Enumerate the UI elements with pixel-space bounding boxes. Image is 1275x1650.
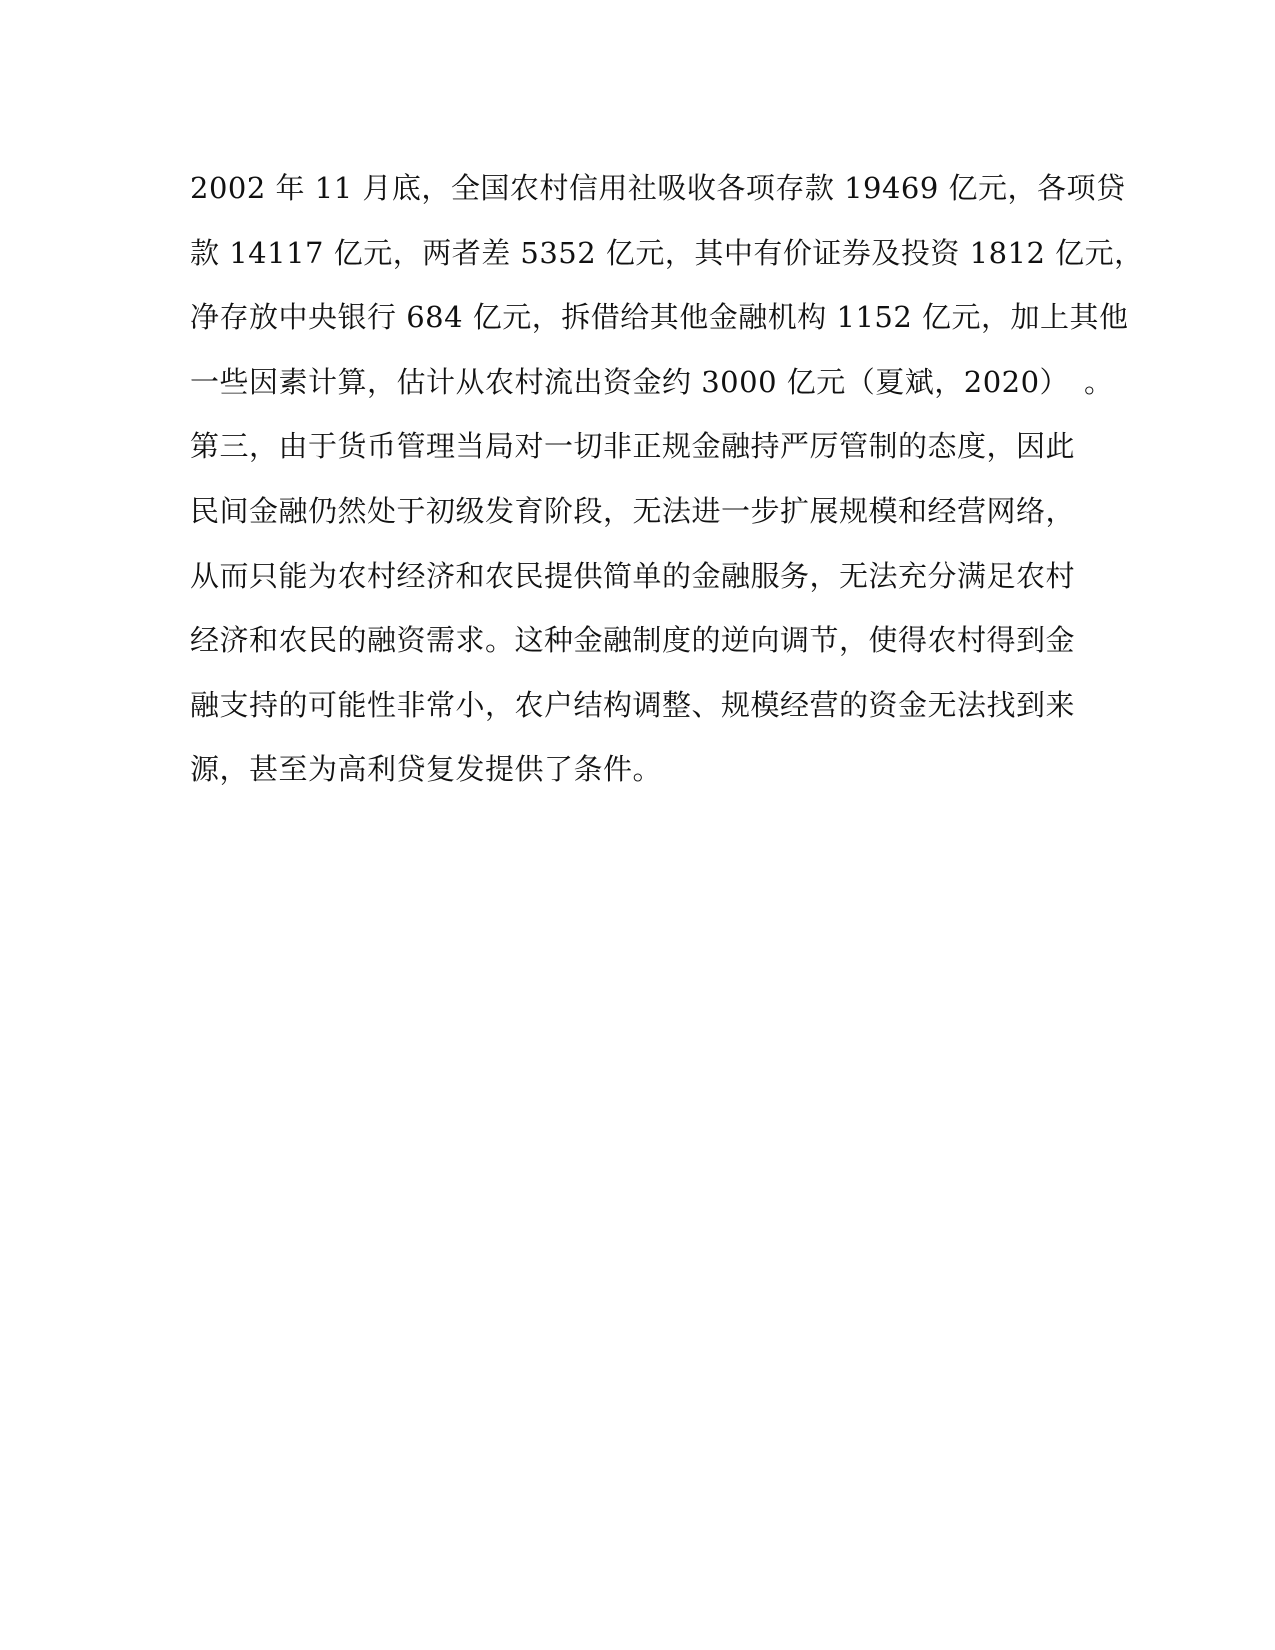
body-paragraph bbox=[190, 156, 1144, 802]
text-line: 款 14117 亿元，两者差 5352 亿元，其中有价证券及投资 1812 亿元， bbox=[190, 235, 1144, 270]
text-line: 经济和农民的融资需求。这种金融制度的逆向调节，使得农村得到金 bbox=[190, 623, 1076, 658]
text-line: 融支持的可能性非常小，农户结构调整、规模经营的资金无法找到来 bbox=[190, 687, 1076, 722]
text-line: 第三，由于货币管理当局对一切非正规金融持严厉管制的态度，因此 bbox=[190, 429, 1076, 464]
text-line: 2002 年 11 月底，全国农村信用社吸收各项存款 19469 亿元，各项贷 bbox=[190, 171, 1126, 205]
text-line: 源，甚至为高利贷复发提供了条件。 bbox=[190, 752, 663, 787]
text-line: 从而只能为农村经济和农民提供简单的金融服务，无法充分满足农村 bbox=[190, 558, 1076, 593]
text-line: 净存放中央银行 684 亿元，拆借给其他金融机构 1152 亿元，加上其他 bbox=[190, 300, 1129, 335]
text-line: 民间金融仍然处于初级发育阶段，无法进一步扩展规模和经营网络， bbox=[190, 493, 1076, 528]
text-line: 一些因素计算，估计从农村流出资金约 3000 亿元（夏斌，2020） 。 bbox=[190, 364, 1114, 399]
